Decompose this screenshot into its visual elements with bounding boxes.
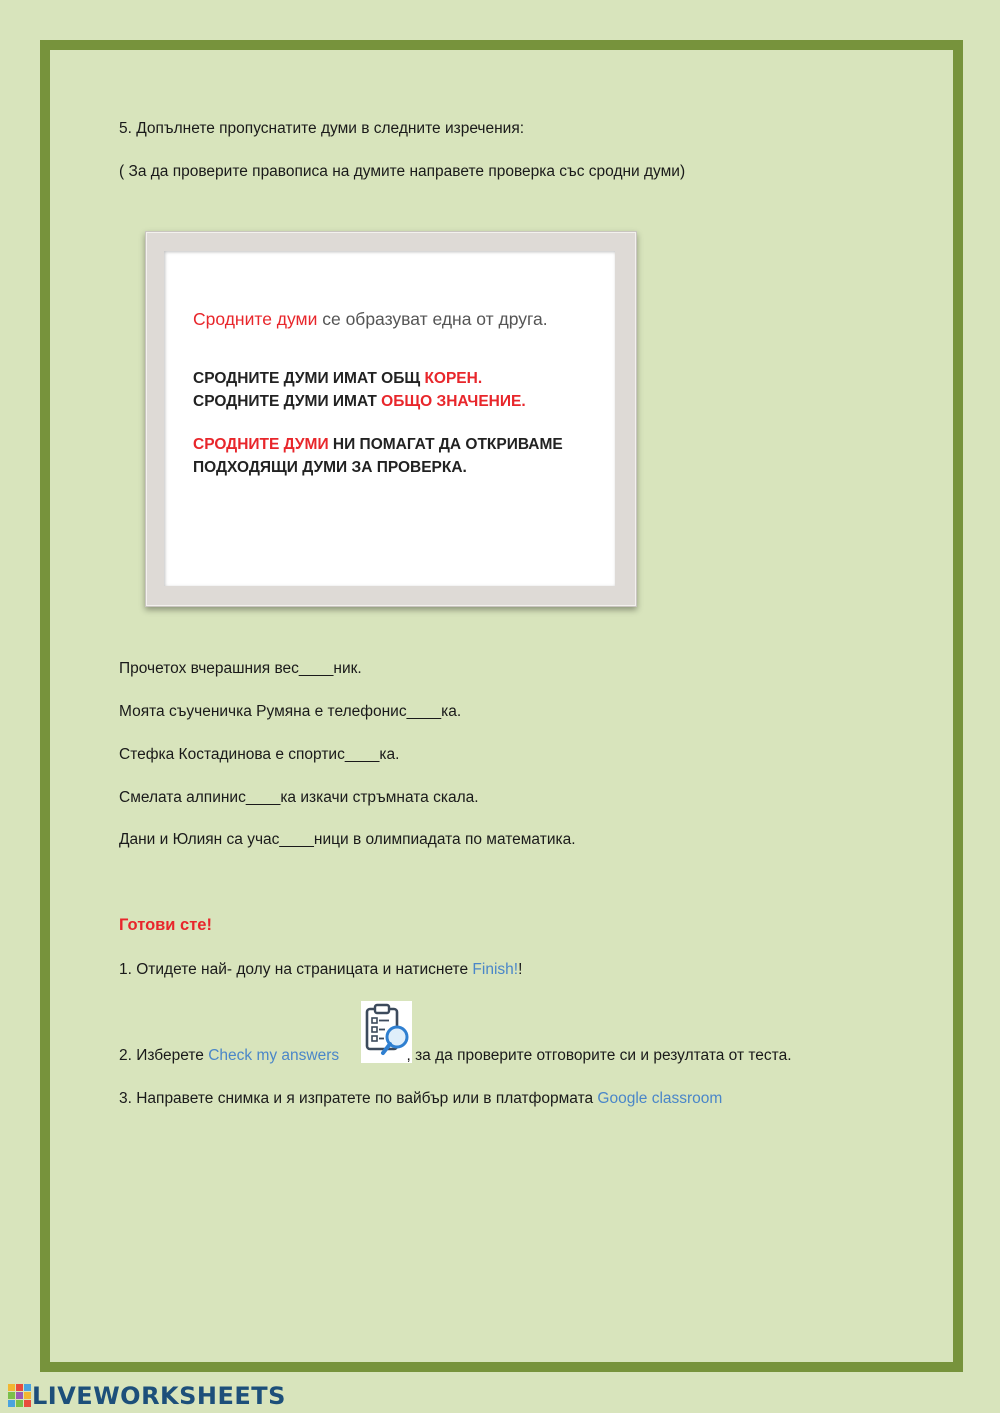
card-line-5: ПОДХОДЯЩИ ДУМИ ЗА ПРОВЕРКА. (193, 459, 467, 476)
step-2: 2. Изберете Check my answers , за да проверите отговорите си и резултата от теста. (119, 1047, 792, 1064)
blank-input[interactable]: ____ (298, 660, 334, 677)
logo-blocks-icon (8, 1384, 32, 1408)
done-title: Готови сте! (119, 916, 212, 934)
liveworksheets-logo (8, 1381, 286, 1411)
google-classroom-link[interactable]: Google classroom (597, 1090, 723, 1107)
blank-input[interactable]: ____ (406, 703, 442, 720)
task-hint: ( За да проверите правописа на думите направете проверка със сродни думи) (119, 163, 686, 180)
related-words-card (145, 231, 637, 607)
sentence-5: Дани и Юлиян са учас____ници в олимпиадата по математика. (119, 831, 576, 848)
sentence-3: Стефка Костадинова е спортис____ка. (119, 746, 400, 763)
logo-text: LIVEWORKSHEETS (32, 1382, 286, 1410)
sentence-2: Моята съученичка Румяна е телефонис____ка. (119, 703, 462, 720)
card-line-4: СРОДНИТЕ ДУМИ НИ ПОМАГАТ ДА ОТКРИВАМЕ (193, 436, 563, 453)
check-answers-link[interactable]: Check my answers (208, 1047, 340, 1064)
blank-input[interactable]: ____ (344, 746, 380, 763)
card-content (164, 251, 615, 586)
blank-input[interactable]: ____ (279, 831, 314, 848)
finish-link[interactable]: Finish! (472, 961, 519, 978)
blank-input[interactable]: ____ (245, 789, 281, 806)
card-line-2: СРОДНИТЕ ДУМИ ИМАТ ОБЩ КОРЕН. (193, 370, 483, 387)
sentence-1: Прочетох вчерашния вес____ник. (119, 660, 362, 677)
card-line-3: СРОДНИТЕ ДУМИ ИМАТ ОБЩО ЗНАЧЕНИЕ. (193, 393, 526, 410)
task-heading: 5. Допълнете пропуснатите думи в следните изречения: (119, 120, 525, 137)
sentence-4: Смелата алпинис____ка изкачи стръмната скала. (119, 789, 479, 806)
step-1: 1. Отидете най- долу на страницата и натиснете Finish!! (119, 961, 523, 978)
card-line-1: Сродните думи се образуват една от друга. (193, 309, 548, 329)
step-3: 3. Направете снимка и я изпратете по вайбър или в платформата Google classroom (119, 1090, 723, 1107)
